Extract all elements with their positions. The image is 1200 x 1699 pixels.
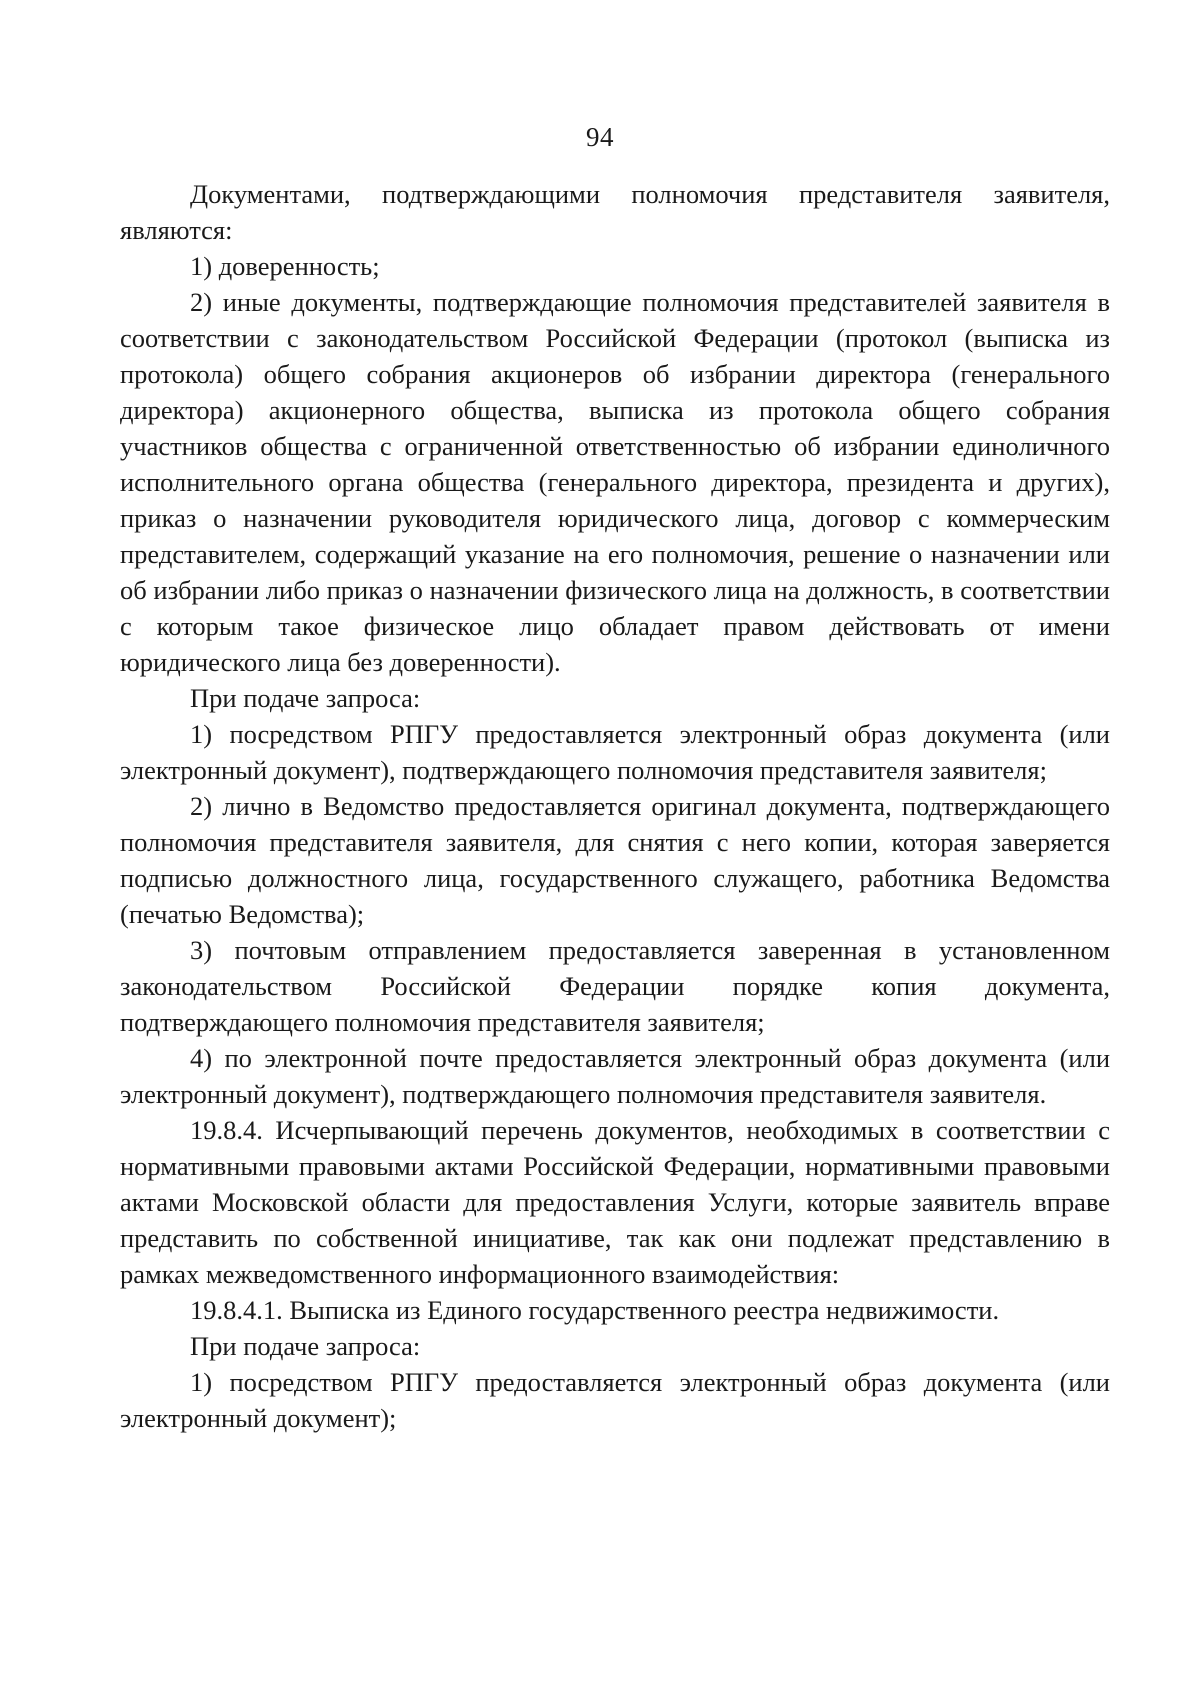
paragraph-submission-email: 4) по электронной почте предоставляется электронный образ документа (или электронный документ), подтверждающего полномочия представителя заявителя. xyxy=(120,1043,1110,1109)
paragraph-submission-in-person: 2) лично в Ведомство предоставляется оригинал документа, подтверждающего полномочия представителя заявителя, для снятия с него копии, которая заверяется подписью должностного лица, государственного служащего, работника Ведомства (печатью Ведомства); xyxy=(120,791,1110,929)
paragraph-section-19-8-4-1: 19.8.4.1. Выписка из Единого государственного реестра недвижимости. xyxy=(190,1295,1000,1325)
paragraph-submission-rpgu-2: 1) посредством РПГУ предоставляется электронный образ документа (или электронный документ); xyxy=(120,1367,1110,1433)
paragraph-request-submission-heading: При подаче запроса: xyxy=(190,683,421,713)
document-body xyxy=(120,176,1110,1436)
paragraph-request-submission-heading-2: При подаче запроса: xyxy=(190,1331,421,1361)
paragraph-representative-docs-intro: Документами, подтверждающими полномочия представителя заявителя, являются: xyxy=(120,179,1110,245)
paragraph-section-19-8-4: 19.8.4. Исчерпывающий перечень документов, необходимых в соответствии с нормативными правовыми актами Российской Федерации, нормативными правовыми актами Московской области для предоставления Услуги, которые заявитель вправе представить по собственной инициативе, так как они подлежат представлению в рамках межведомственного информационного взаимодействия: xyxy=(120,1115,1110,1289)
paragraph-submission-rpgu: 1) посредством РПГУ предоставляется электронный образ документа (или электронный документ), подтверждающего полномочия представителя заявителя; xyxy=(120,719,1110,785)
paragraph-submission-postal: 3) почтовым отправлением предоставляется заверенная в установленном законодательством Российской Федерации порядке копия документа, подтверждающего полномочия представителя заявителя; xyxy=(120,935,1110,1037)
page-number: 94 xyxy=(586,122,614,152)
paragraph-item-power-of-attorney: 1) доверенность; xyxy=(190,251,380,281)
paragraph-item-other-documents: 2) иные документы, подтверждающие полномочия представителей заявителя в соответствии с законодательством Российской Федерации (протокол (выписка из протокола) общего собрания акционеров об избрании директора (генерального директора) акционерного общества, выписка из протокола общего собрания участников общества с ограниченной ответственностью об избрании единоличного исполнительного органа общества (генерального директора, президента и других), приказ о назначении руководителя юридического лица, договор с коммерческим представителем, содержащий указание на его полномочия, решение о назначении или об избрании либо приказ о назначении физического лица на должность, в соответствии с которым такое физическое лицо обладает правом действовать от имени юридического лица без доверенности). xyxy=(120,287,1110,677)
